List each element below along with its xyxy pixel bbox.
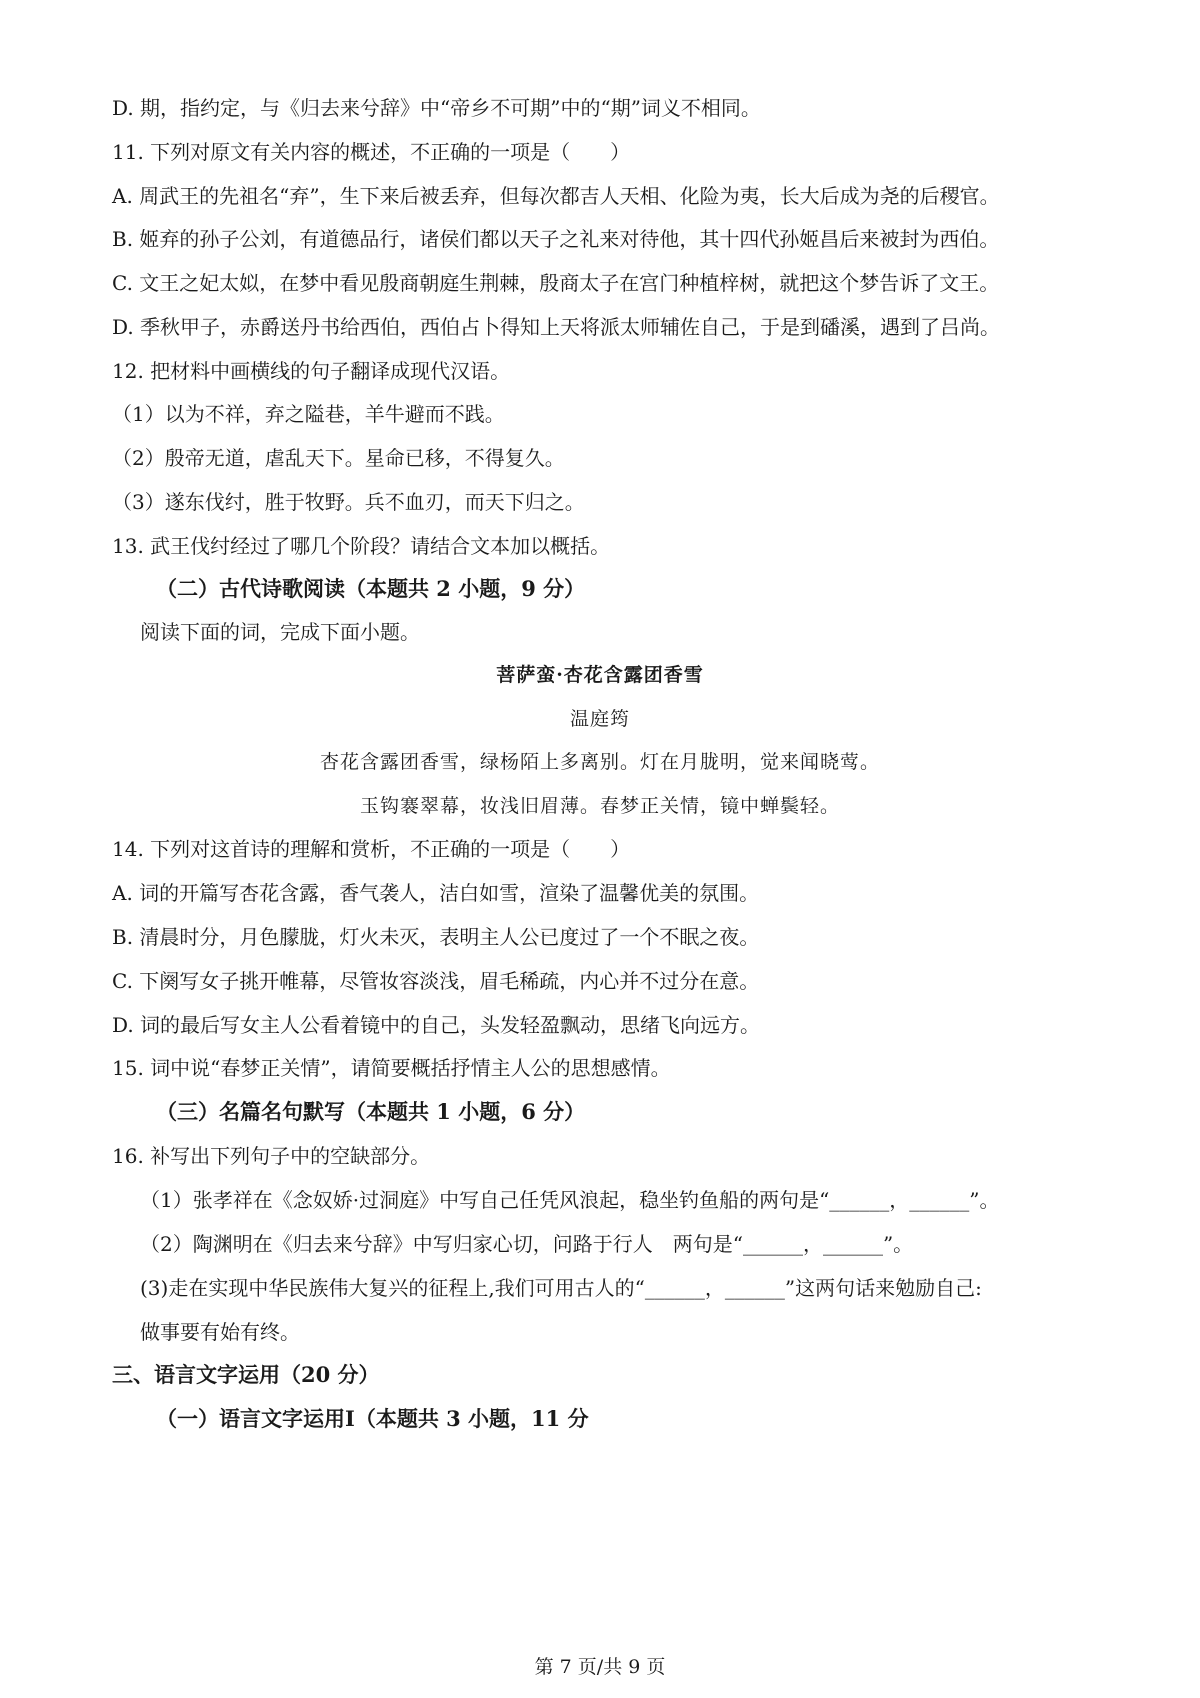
question-16-item-3-cont: 做事要有始有终。: [140, 1320, 300, 1344]
option-10d: D. 期，指约定，与《归去来兮辞》中“帝乡不可期”中的“期”词义不相同。: [112, 96, 761, 120]
poem-stanza-1: 杏花含露团香雪，绿杨陌上多离别。灯在月胧明，觉来闻晓莺。: [319, 751, 880, 773]
question-16-item-2: （2）陶渊明在《归去来兮辞》中写归家心切，问路于行人 两句是“______，______”。: [140, 1232, 914, 1256]
option-11d: D. 季秋甲子，赤爵送丹书给西伯，西伯占卜得知上天将派太师辅佐自己，于是到磻溪，遇到了吕尚。: [112, 315, 1001, 339]
question-12-item-1: （1）以为不祥，弃之隘巷，羊牛避而不践。: [112, 402, 505, 426]
option-14d: D. 词的最后写女主人公看着镜中的自己，头发轻盈飘动，思绪飞向远方。: [112, 1013, 761, 1037]
option-14a: A. 词的开篇写杏花含露，香气袭人，洁白如雪，渲染了温馨优美的氛围。: [112, 881, 760, 905]
question-14: 14. 下列对这首诗的理解和赏析，不正确的一项是（ ）: [112, 837, 631, 861]
question-13: 13. 武王伐纣经过了哪几个阶段？请结合文本加以概括。: [112, 534, 611, 558]
option-11a: A. 周武王的先祖名“弃”，生下来后被丢弃，但每次都吉人天相、化险为夷，长大后成为尧的后稷官。: [112, 184, 1000, 208]
option-14c: C. 下阕写女子挑开帷幕，尽管妆容淡浅，眉毛稀疏，内心并不过分在意。: [112, 969, 760, 993]
question-15: 15. 词中说“春梦正关情”，请简要概括抒情主人公的思想感情。: [112, 1056, 671, 1080]
question-12-item-2: （2）殷帝无道，虐乱天下。星命已移，不得复久。: [112, 446, 565, 470]
question-12: 12. 把材料中画横线的句子翻译成现代汉语。: [112, 359, 511, 383]
question-12-item-3: （3）遂东伐纣，胜于牧野。兵不血刃，而天下归之。: [112, 490, 585, 514]
option-11c: C. 文王之妃太姒，在梦中看见殷商朝庭生荆棘，殷商太子在宫门种植梓树，就把这个梦告诉了文王。: [112, 271, 1000, 295]
option-14b: B. 清晨时分，月色朦胧，灯火未灭，表明主人公已度过了一个不眠之夜。: [112, 925, 760, 949]
question-11: 11. 下列对原文有关内容的概述，不正确的一项是（ ）: [112, 140, 631, 164]
section-heading-language-use-1: （一）语言文字运用Ⅰ（本题共 3 小题，11 分: [156, 1406, 589, 1431]
poem-stanza-2: 玉钩褰翠幕，妆浅旧眉薄。春梦正关情，镜中蝉鬓轻。: [359, 795, 840, 817]
poem-title: 菩萨蛮·杏花含露团香雪: [496, 664, 704, 686]
page-footer: 第 7 页/共 9 页: [534, 1656, 666, 1678]
poetry-instruction: 阅读下面的词，完成下面小题。: [140, 620, 420, 644]
question-16-item-3: (3)走在实现中华民族伟大复兴的征程上,我们可用古人的“______，______”这两句话来勉励自己:: [140, 1276, 982, 1300]
option-11b: B. 姬弃的孙子公刘，有道德品行，诸侯们都以天子之礼来对待他，其十四代孙姬昌后来被封为西伯。: [112, 227, 1000, 251]
question-16-item-1: （1）张孝祥在《念奴娇·过洞庭》中写自己任凭风浪起，稳坐钓鱼船的两句是“______，______”。: [140, 1188, 1000, 1212]
poem-author: 温庭筠: [569, 708, 630, 730]
section-heading-recitation: （三）名篇名句默写（本题共 1 小题，6 分）: [156, 1099, 586, 1124]
section-heading-poetry: （二）古代诗歌阅读（本题共 2 小题，9 分）: [156, 576, 586, 601]
part-heading-language-use: 三、语言文字运用（20 分）: [112, 1362, 380, 1387]
question-16: 16. 补写出下列句子中的空缺部分。: [112, 1144, 431, 1168]
